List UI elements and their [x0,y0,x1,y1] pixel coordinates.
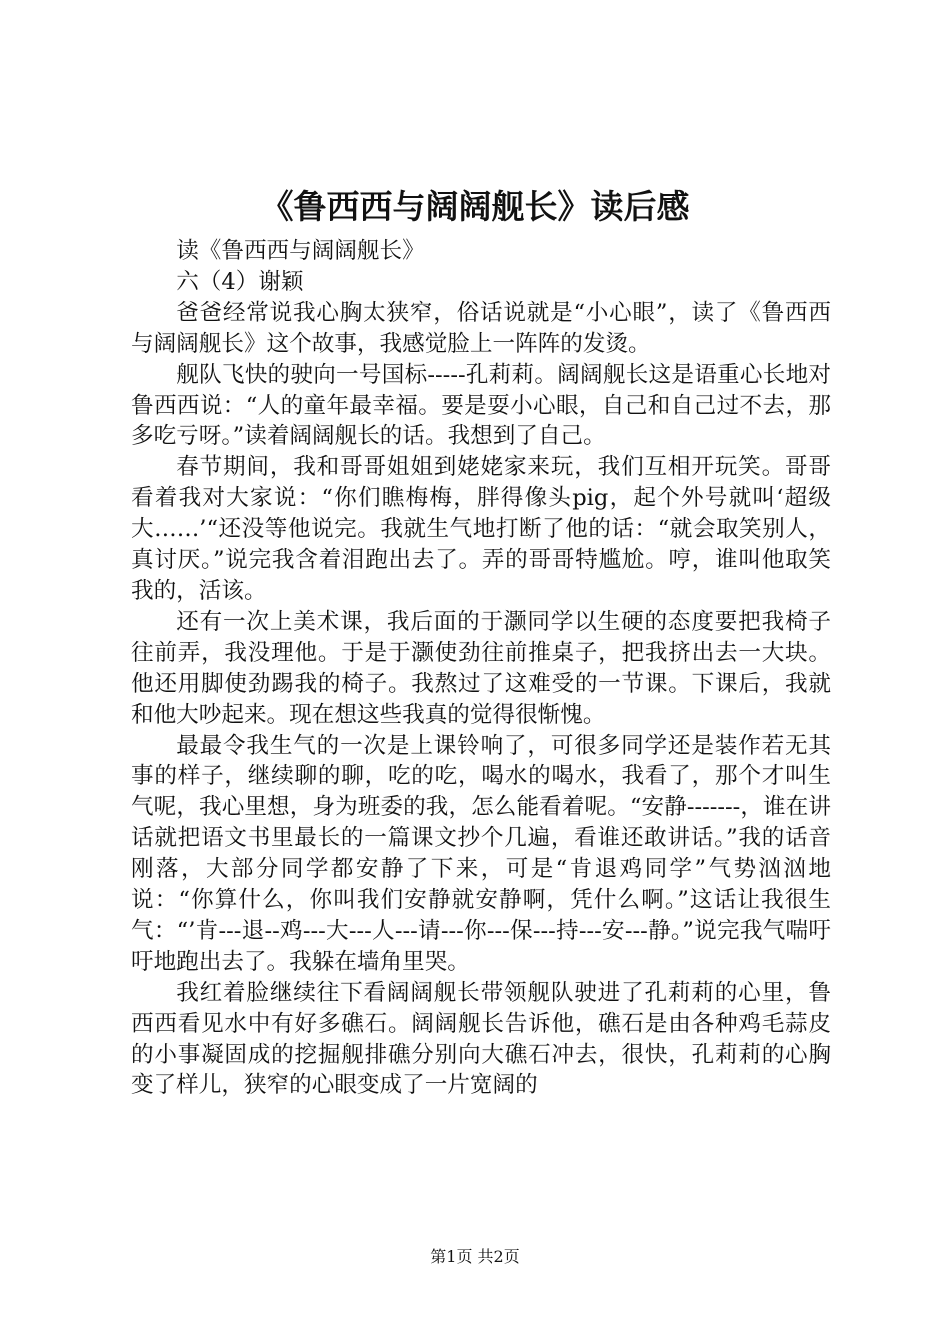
paragraph: 还有一次上美术课，我后面的于灏同学以生硬的态度要把我椅子往前弄，我没理他。于是于灏使劲往前推桌子，把我挤出去一大块。他还用脚使劲踢我的椅子。我熬过了这难受的一节课。下课后，我就和他大吵起来。现在想这些我真的觉得很惭愧。 [131,608,831,728]
page-number-footer: 第1页 共2页 [430,1247,520,1266]
paragraph: 春节期间，我和哥哥姐姐到姥姥家来玩，我们互相开玩笑。哥哥看着我对大家说：“你们瞧梅梅，胖得像头pig，起个外号就叫‘超级大……’“还没等他说完。我就生气地打断了他的话：“就会取笑别人，真讨厌。”说完我含着泪跑出去了。弄的哥哥特尴尬。哼，谁叫他取笑我的，活该。 [131,454,831,604]
paragraph: 爸爸经常说我心胸太狭窄，俗话说就是“小心眼”，读了《鲁西西与阔阔舰长》这个故事，我感觉脸上一阵阵的发烫。 [131,299,831,357]
document-title: 《鲁西西与阔阔舰长》读后感 [260,187,690,226]
document-body [131,236,831,1101]
author-line: 六（4）谢颖 [176,268,304,295]
paragraph: 最最令我生气的一次是上课铃响了，可很多同学还是装作若无其事的样子，继续聊的聊，吃的吃，喝水的喝水，我看了，那个才叫生气呢，我心里想，身为班委的我，怎么能看着呢。“安静-------，谁在讲话就把语文书里最长的一篇课文抄个几遍，看谁还敢讲话。”我的话音刚落，大部分同学都安静了下来，可是“肯退鸡同学”气势汹汹地说：“你算什么，你叫我们安静就安静啊，凭什么啊。”这话让我很生气：“’肯---退--鸡---大---人---请---你---保---持---安---静。”说完我气喘吁吁地跑出去了。我躲在墙角里哭。 [131,732,831,975]
subtitle-line: 读《鲁西西与阔阔舰长》 [176,238,425,264]
paragraph: 我红着脸继续往下看阔阔舰长带领舰队驶进了孔莉莉的心里，鲁西西看见水中有好多礁石。阔阔舰长告诉他，礁石是由各种鸡毛蒜皮的小事凝固成的挖掘舰排礁分别向大礁石冲去，很快，孔莉莉的心胸变了样儿，狭窄的心眼变成了一片宽阔的 [131,979,831,1099]
paragraph: 舰队飞快的驶向一号国标-----孔莉莉。阔阔舰长这是语重心长地对鲁西西说：“人的童年最幸福。要是耍小心眼，自己和自己过不去，那多吃亏呀。”读着阔阔舰长的话。我想到了自己。 [131,361,831,450]
